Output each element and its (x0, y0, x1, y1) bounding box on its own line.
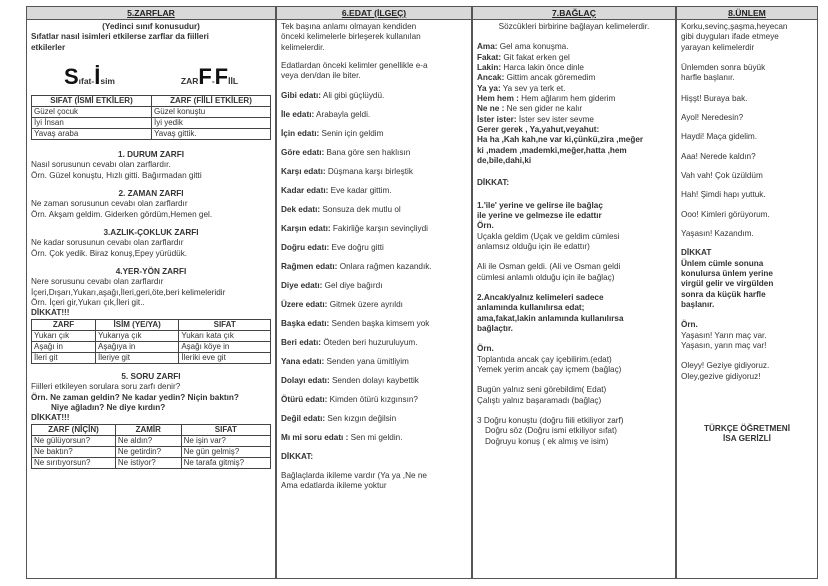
rule-2-example-2: Çalıştı yalnız başaramadı (bağlaç) (477, 395, 602, 405)
table-cell: Ne gülüyorsun? (32, 435, 116, 446)
mnemonic-s: S (63, 63, 79, 89)
baglac-example: İster sev ister sevme (516, 114, 594, 124)
edat-example: Sonsuza dek mutlu ol (320, 204, 401, 214)
baglac-header: 7.BAĞLAÇ (473, 7, 675, 20)
yer-yon-line: İçeri,Dışarı,Yukarı,aşağı,İleri,geri,öte,beri kelimeleridir (31, 287, 226, 297)
mnemonic-dash: - (211, 75, 215, 86)
rule-2: bağlaçtır. (477, 323, 513, 333)
edat-label: Kadar edatı: (281, 185, 329, 195)
rule-1: ile yerine ve gelmezse ile edattır (477, 210, 602, 220)
unlem-rule: başlanır. (681, 299, 715, 309)
rule-1: 1.'ile' yerine ve gelirse ile bağlaç (477, 200, 603, 210)
table-cell: Yukarıya çık (95, 330, 178, 341)
unlem-rule-example: Yaşasın, yarın maç var! (681, 340, 767, 350)
unlem-intro: yarayan kelimelerdir (681, 42, 755, 52)
baglac-label: Ya ya: (477, 83, 501, 93)
edat-label: Ötürü edatı: (281, 394, 328, 404)
table-header: ZAMİR (115, 424, 181, 435)
dikkat-label: DİKKAT!!! (31, 413, 70, 423)
zaman-zarfi-line: Ne zaman sorusunun cevabı olan zarflardır (31, 199, 188, 209)
unlem-rule-example-2: Oleyy! Geziye gidiyoruz. (681, 361, 770, 371)
baglac-example: Ne sen gider ne kalır (504, 104, 583, 114)
baglac-label: Ama: (477, 42, 498, 52)
edat-example: Senden başka kimsem yok (329, 318, 430, 328)
dikkat-label: DİKKAT!!! (31, 308, 70, 318)
rule-3: 3 Doğru konuştu (doğru fiili etkiliyor zarf) (477, 415, 624, 425)
edat-label: Doğru edatı: (281, 242, 330, 252)
table-cell: İyi İnsan (32, 117, 152, 128)
edat-label: Karşın edatı: (281, 223, 331, 233)
rule-1-example: Uçakla geldim (Uçak ve geldim cümlesi (477, 231, 620, 241)
baglac-example: Gel ama konuşma. (497, 42, 569, 52)
zarflar-header: 5.ZARFLAR (27, 7, 275, 20)
rule-2: anlamında kullanılırsa edat; (477, 303, 585, 313)
table-cell: Yavaş gittik. (152, 128, 271, 139)
table-cell: Ne istiyor? (115, 457, 181, 468)
unlem-intro: Korku,sevinç,şaşma,heyecan (681, 22, 788, 31)
edat-label: İçin edatı: (281, 128, 320, 138)
unlem-example: Hişşt! Buraya bak. (681, 93, 748, 103)
table-cell: Ne aldın? (115, 435, 181, 446)
edat-example: Onlara rağmen kazandık. (337, 261, 432, 271)
table-header: ZARF (FİİLİ ETKİLER) (152, 95, 271, 106)
edat-label: DİKKAT: (281, 451, 314, 461)
edat-label: Başka edatı: (281, 318, 330, 328)
edat-example: Senden yana ümitliyim (324, 356, 409, 366)
table-cell: Ne getirdin? (115, 446, 181, 457)
edat-row (281, 186, 467, 196)
rule-2-example: Toplantıda ancak çay içebilirim.(edat) (477, 354, 612, 364)
mnemonic-iil: İİL (228, 75, 239, 86)
edat-example: Senin için geldim (319, 128, 384, 138)
edat-label: İle edatı: (281, 109, 315, 119)
baglac-label: Ancak: (477, 73, 505, 83)
unlem-example: Vah vah! Çok üzüldüm (681, 170, 763, 180)
baglac-row (477, 42, 671, 52)
baglac-label: Ne ne : (477, 104, 505, 114)
edat-label: Değil edatı: (281, 413, 326, 423)
rule-1-example-2: cümlesi anlamlı olduğu için ile bağlaç) (477, 272, 615, 282)
edat-row (281, 243, 467, 253)
teacher-title: TÜRKÇE ÖĞRETMENİ (704, 423, 790, 433)
edat-intro-2: veya den/dan ile biter. (281, 71, 361, 81)
ornek-label: Örn. (681, 320, 698, 330)
rule-2: 2.Ancak/yalnız kelimeleri sadece (477, 292, 604, 302)
soru-zarfi-example: Örn. Ne zaman geldin? Ne kadar yedin? Niçin baktın? (31, 392, 239, 402)
rule-2-example-2: Bugün yalnız seni görebildim( Edat) (477, 385, 607, 395)
yer-yon-zarfi-title: 4.YER-YÖN ZARFI (115, 266, 187, 276)
table-header: İSİM (YE/YA) (95, 319, 178, 330)
unlem-rule-example-2: Oley,gezive gidiyoruz! (681, 371, 761, 381)
zarflar-subtitle: (Yedinci sınıf konusudur) (102, 22, 200, 31)
edat-label: Üzere edatı: (281, 299, 328, 309)
edat-label: Dek edatı: (281, 204, 321, 214)
edat-outro: Bağlaçlarda ikileme vardır (Ya ya ,Ne ne (281, 470, 427, 480)
unlem-example: Ooo! Kimleri görüyorum. (681, 209, 770, 219)
teacher-name: İSA GERİZLİ (723, 434, 771, 444)
sifat-zarf-mnemonic (31, 63, 271, 91)
table-header: SIFAT (181, 424, 270, 435)
durum-zarfi-example: Örn. Güzel konuştu, Hızlı gitti. Bağırmadan gitti (31, 170, 202, 180)
edat-example: Eve kadar gittim. (328, 185, 392, 195)
edat-row (281, 129, 467, 139)
edat-label: Karşı edatı: (281, 166, 326, 176)
edat-example: Öteden beri huzuruluyum. (321, 337, 418, 347)
zaman-zarfi-example: Örn. Akşam geldim. Giderken gördüm,Hemen gel. (31, 209, 213, 219)
baglac-label: Lakin: (477, 62, 502, 72)
baglac-row (477, 84, 671, 94)
edat-example: Fakirliğe karşın sevinçliydi (330, 223, 428, 233)
edat-row (281, 338, 467, 348)
edat-row (281, 148, 467, 158)
table-cell: İleriki eve git (179, 352, 271, 363)
edat-label: Yana edatı: (281, 356, 325, 366)
edat-example: Eve doğru gitti (329, 242, 384, 252)
edat-example: Kimden ötürü kızgınsın? (327, 394, 418, 404)
table-cell: Aşağı in (32, 341, 96, 352)
table-cell: Yukarı çık (32, 330, 96, 341)
baglac-list: Ha ha ,Kah kah,ne var ki,çünkü,zira ,meğer (477, 135, 644, 145)
edat-row (281, 376, 467, 386)
unlem-rule: virgül gelir ve virgülden (681, 279, 774, 289)
table-cell: Güzel konuştu (152, 106, 271, 117)
edat-example: Sen mi geldin. (348, 432, 403, 442)
baglac-row (477, 53, 671, 63)
table-cell: Güzel çocuk (32, 106, 152, 117)
edat-row (281, 262, 467, 272)
edat-row (281, 319, 467, 329)
edat-row (281, 395, 467, 405)
mnemonic-i: İ (94, 63, 101, 89)
unlem-intro-2: harfle başlanır. (681, 73, 735, 83)
rule-1-example: anlamsız olduğu için ile edattır) (477, 241, 590, 251)
soru-table (31, 424, 271, 469)
mnemonic-sim: sim (100, 75, 115, 86)
rule-2: ama,fakat,lakin anlamında kullanılırsa (477, 313, 624, 323)
baglac-row (477, 104, 671, 114)
unlem-rule: Ünlem cümle sonuna (681, 258, 764, 268)
azlik-zarfi-example: Örn. Çok yedik. Biraz konuş,Epey yürüdük. (31, 248, 188, 258)
unlem-example: Haydi! Maça gidelim. (681, 132, 757, 142)
baglac-row (477, 73, 671, 83)
edat-row (281, 281, 467, 291)
unlem-rule: konulursa ünlem yerine (681, 268, 773, 278)
baglac-example: Ya sev ya terk et. (500, 83, 566, 93)
edat-row (281, 300, 467, 310)
edat-row (281, 452, 467, 462)
soru-zarfi-line: Fiilleri etkileyen sorulara soru zarfı denir? (31, 382, 181, 392)
edat-label: Beri edatı: (281, 337, 322, 347)
edat-example: Sen kızgın değilsin (325, 413, 397, 423)
soru-zarfi-title: 5. SORU ZARFI (121, 371, 181, 381)
edat-example: Senden dolayı kaybettik (329, 375, 419, 385)
zarflar-intro-2: etkilerler (31, 42, 66, 52)
edat-example: Düşmana karşı birleştik (325, 166, 413, 176)
baglac-example: Git fakat erken gel (501, 52, 570, 62)
yer-yon-example: Örn. İçeri gir,Yukarı çık,İleri git.. (31, 297, 145, 307)
unlem-rule: sonra da küçük harfle (681, 289, 766, 299)
unlem-example: Ayol! Neredesin? (681, 112, 744, 122)
table-header: SIFAT (179, 319, 271, 330)
unlem-example: Hah! Şimdi hapı yuttuk. (681, 190, 766, 200)
table-cell: Ne işin var? (181, 435, 270, 446)
unlem-intro: gibi duyguları ifade etmeye (681, 32, 779, 42)
edat-example: Gitmek üzere ayrıldı (327, 299, 403, 309)
edat-example: Ali gibi güçlüydü. (321, 90, 385, 100)
table-cell: Ne gün gelmiş? (181, 446, 270, 457)
durum-zarfi-line: Nasıl sorusunun cevabı olan zarflardır. (31, 160, 171, 170)
unlem-column (676, 6, 818, 579)
baglac-example: Gittim ancak göremedim (504, 73, 596, 83)
azlik-zarfi-line: Ne kadar sorusunun cevabı olan zarflardır (31, 238, 184, 248)
zarflar-column (26, 6, 276, 579)
unlem-example: Aaa! Nerede kaldın? (681, 151, 756, 161)
table-cell: Yukarı kata çık (179, 330, 271, 341)
edat-header: 6.EDAT (İLGEÇ) (277, 7, 471, 20)
table-cell: Ne baktın? (32, 446, 116, 457)
rule-1-example-2: Ali ile Osman geldi. (Ali ve Osman geldi (477, 262, 621, 272)
sifat-zarf-table (31, 95, 271, 140)
edat-example: Bana göre sen haklısın (324, 147, 411, 157)
mnemonic-f1: F (198, 63, 212, 89)
edat-row (281, 224, 467, 234)
mnemonic-ifat: ıfat- (78, 75, 95, 86)
baglac-column (472, 6, 676, 579)
edat-row (281, 414, 467, 424)
baglac-label: Hem hem : (477, 93, 519, 103)
table-cell: Aşağıya in (95, 341, 178, 352)
edat-row (281, 205, 467, 215)
table-cell: İleri git (32, 352, 96, 363)
zarflar-intro-1: Sıfatlar nasıl isimleri etkilerse zarflar da fiilleri (31, 32, 209, 42)
baglac-row (477, 63, 671, 73)
zaman-zarfi-title: 2. ZAMAN ZARFI (118, 189, 184, 198)
unlem-header: 8.ÜNLEM (677, 7, 817, 20)
edat-label: Dolayı edatı: (281, 375, 330, 385)
table-header: ZARF (32, 319, 96, 330)
table-header: ZARF (NİÇİN) (32, 424, 116, 435)
mnemonic-f2: F (214, 63, 229, 89)
edat-label: Gibi edatı: (281, 90, 322, 100)
edat-intro: kelimelerdir. (281, 42, 325, 52)
baglac-list: Gerer gerek , Ya,yahut,veyahut: (477, 124, 600, 134)
unlem-example: Yaşasın! Kazandım. (681, 228, 754, 238)
edat-intro: önceki kelimelerle birleşerek kullanılan (281, 32, 421, 42)
table-cell: Yavaş araba (32, 128, 152, 139)
edat-example: Arabayla geldi. (314, 109, 371, 119)
edat-intro-2: Edatlardan önceki kelimler genellikle e-a (281, 60, 428, 70)
baglac-row (477, 115, 671, 125)
yer-yon-table (31, 319, 271, 364)
unlem-intro-2: Ünlemden sonra büyük (681, 62, 766, 72)
baglac-intro: Sözcükleri birbirine bağlayan kelimelerdir. (498, 22, 650, 31)
soru-zarfi-example: Niye ağladın? Ne diye kırdın? (51, 402, 166, 412)
table-cell: Ne tarafa gitmiş? (181, 457, 270, 468)
edat-label: Mı mi soru edatı : (281, 432, 349, 442)
yer-yon-line: Nere sorusunu cevabı olan zarflardır (31, 277, 164, 287)
baglac-row (477, 94, 671, 104)
table-cell: İleriye git (95, 352, 178, 363)
rule-3-line: Doğru söz (Doğru ismi etkiliyor sıfat) (485, 426, 617, 436)
dikkat-label: DİKKAT: (477, 178, 510, 188)
edat-row (281, 91, 467, 101)
durum-zarfi-title: 1. DURUM ZARFI (118, 150, 184, 160)
baglac-list: de,bile,dahi,ki (477, 155, 532, 165)
azlik-zarfi-title: 3.AZLIK-ÇOKLUK ZARFI (103, 227, 199, 237)
baglac-label: Fakat: (477, 52, 502, 62)
baglac-label: İster ister: (477, 114, 517, 124)
dikkat-label: DİKKAT (681, 248, 712, 258)
edat-column (276, 6, 472, 579)
edat-row (281, 110, 467, 120)
edat-outro: Ama edatlarda ikileme yoktur (281, 481, 387, 491)
edat-row (281, 167, 467, 177)
edat-row (281, 357, 467, 367)
edat-label: Göre edatı: (281, 147, 325, 157)
rule-2-example: Yemek yerim ancak çay içmem (bağlaç) (477, 364, 622, 374)
baglac-list: ki ,madem ,mademki,meğer,hatta ,hem (477, 145, 627, 155)
edat-example: Gel diye bağırdı (322, 280, 383, 290)
edat-label: Rağmen edatı: (281, 261, 338, 271)
rule-3-line: Doğruyu konuş ( ek almış ve isim) (485, 436, 609, 446)
table-header: SIFAT (İSMİ ETKİLER) (32, 95, 152, 106)
ornek-label: Örn. (477, 221, 494, 231)
edat-label: Diye edatı: (281, 280, 323, 290)
unlem-rule-example: Yaşasın! Yarın maç var. (681, 330, 767, 340)
baglac-example: Hem ağlarım hem giderim (518, 93, 616, 103)
edat-row (281, 433, 467, 443)
ornek-label: Örn. (477, 344, 494, 354)
table-cell: İyi yedik (152, 117, 271, 128)
baglac-example: Harca lakin önce dinle (501, 62, 584, 72)
edat-intro: Tek başına anlamı olmayan kendiden (281, 22, 417, 31)
mnemonic-zar: ZAR (180, 75, 199, 86)
table-cell: Ne sırıtıyorsun? (32, 457, 116, 468)
table-cell: Aşağı köye in (179, 341, 271, 352)
